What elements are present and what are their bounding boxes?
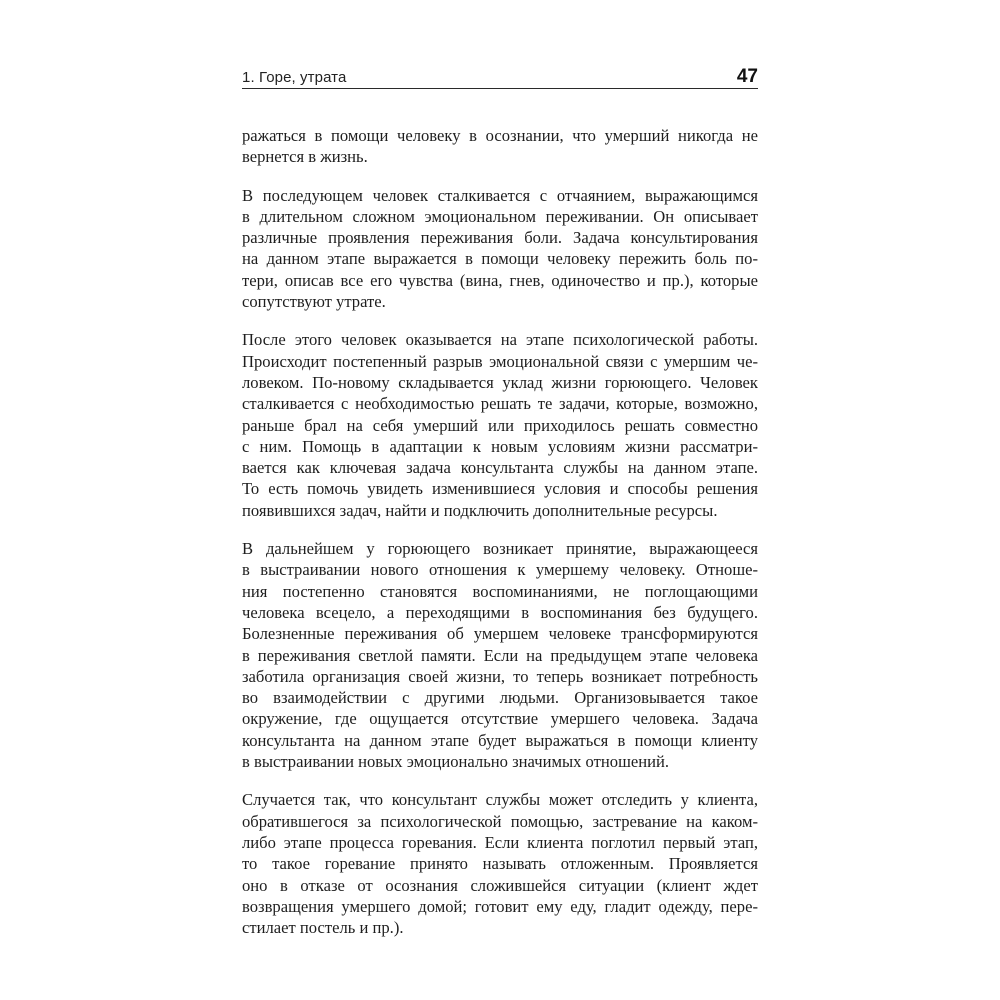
text-line: ражаться в помощи человеку в осознании, что умерший никогда не [242,126,758,145]
text-line: После этого человек оказывается на этапе психологической работы. [242,330,758,350]
text-line: в выстраивании нового отношения к умершему человеку. Отноше- [242,560,758,580]
text-line: оно в отказе от осознания сложившейся ситуации (клиент ждет [242,875,758,895]
text-line: в переживания светлой памяти. Если на предыдущем этапе человека [242,645,758,665]
text-line: заботила организация своей жизни, то теперь возникает потребность [242,666,758,686]
text-line: стилает постель и пр.). [242,918,404,938]
text-line: то такое горевание принято называть отложенным. Проявляется [242,854,758,874]
body-text [242,125,758,938]
paragraph [242,185,758,313]
text-line: ловеком. По-новому складывается уклад жизни горюющего. Человек [242,372,758,392]
text-line: во взаимодействии с другими людьми. Организовывается такое [242,688,758,708]
text-line: тери, описав все его чувства (вина, гнев, одиночество и пр.), которые [242,270,758,290]
book-page [242,60,758,955]
paragraph [242,538,758,772]
text-line: с ним. Помощь в адаптации к новым условиям жизни рассматри- [242,436,758,456]
text-line: возвращения умершего домой; готовит ему еду, гладит одежду, пере- [242,896,758,916]
text-line: различные проявления переживания боли. Задача консультирования [242,228,758,248]
text-line: То есть помочь увидеть изменившиеся условия и способы решения [242,479,758,499]
text-line: появившихся задач, найти и подключить дополнительные ресурсы. [242,500,718,520]
text-line: Происходит постепенный разрыв эмоциональной связи с умершим че- [242,351,758,371]
paragraph [242,789,758,938]
paragraph [242,125,758,168]
text-line: В дальнейшем у горюющего возникает принятие, выражающееся [242,539,758,559]
text-line: сопутствуют утрате. [242,292,386,312]
text-line: консультанта на данном этапе будет выражаться в помощи клиенту [242,730,758,750]
chapter-title: 1. Горе, утрата [242,69,347,86]
text-line: Болезненные переживания об умершем человеке трансформируются [242,624,758,644]
paragraph [242,329,758,521]
running-header [242,60,758,89]
text-line: обратившегося за психологической помощью, застревание на каком- [242,811,758,831]
text-line: в выстраивании новых эмоционально значимых отношений. [242,752,669,772]
text-line: на данном этапе выражается в помощи человеку пережить боль по- [242,249,758,269]
text-line: окружение, где ощущается отсутствие умершего человека. Задача [242,709,758,729]
text-line: либо этапе процесса горевания. Если клиента поглотил первый этап, [242,832,758,852]
text-line: человека всецело, а переходящими в воспоминания без будущего. [242,602,758,622]
page-number: 47 [736,66,758,87]
text-line: ния постепенно становятся воспоминаниями, не поглощающими [242,581,758,601]
text-line: сталкивается с необходимостью решать те задачи, которые, возможно, [242,394,758,414]
text-line: В последующем человек сталкивается с отчаянием, выражающимся [242,185,758,205]
text-line: раньше брал на себя умерший или приходилось решать совместно [242,415,758,435]
text-line: вается как ключевая задача консультанта службы на данном этапе. [242,458,758,478]
text-line: в длительном сложном эмоциональном переживании. Он описывает [242,206,758,226]
text-line: вернется в жизнь. [242,147,368,167]
text-line: Случается так, что консультант службы может отследить у клиента, [242,790,758,810]
